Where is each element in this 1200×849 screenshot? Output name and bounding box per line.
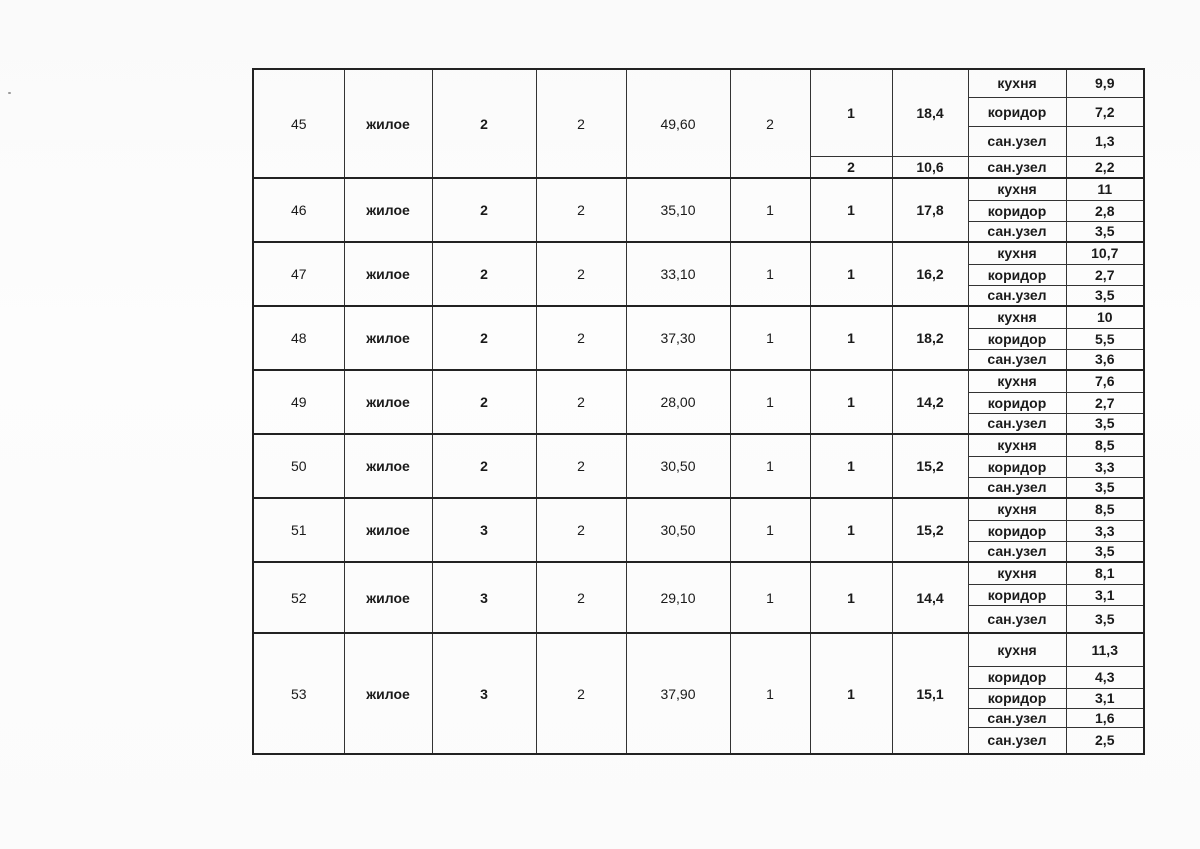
auxiliary-room-name-cell: кухня: [968, 434, 1066, 456]
table-row: [253, 306, 1144, 328]
auxiliary-room-area-cell: 3,5: [1066, 477, 1144, 498]
auxiliary-room-area-cell: 2,7: [1066, 392, 1144, 413]
total-area-cell: 49,60: [626, 69, 730, 178]
table-row: [253, 633, 1144, 666]
floor-cell: 2: [432, 242, 536, 306]
auxiliary-room-area-cell: 8,5: [1066, 434, 1144, 456]
living-room-number-cell: 1: [810, 633, 892, 754]
table-row: [253, 242, 1144, 264]
auxiliary-room-area-cell: 3,5: [1066, 541, 1144, 562]
auxiliary-room-name-cell: кухня: [968, 69, 1066, 97]
auxiliary-room-name-cell: коридор: [968, 520, 1066, 541]
premises-type-cell: жилое: [344, 242, 432, 306]
floor-cell: 2: [432, 69, 536, 178]
column-4-cell: 2: [536, 69, 626, 178]
auxiliary-room-area-cell: 10,7: [1066, 242, 1144, 264]
auxiliary-room-name-cell: коридор: [968, 666, 1066, 688]
total-area-cell: 30,50: [626, 498, 730, 562]
auxiliary-room-name-cell: сан.узел: [968, 477, 1066, 498]
living-room-number-cell: 1: [810, 242, 892, 306]
rooms-count-cell: 1: [730, 434, 810, 498]
living-room-number-cell: 1: [810, 178, 892, 242]
auxiliary-room-area-cell: 11: [1066, 178, 1144, 200]
living-room-area-cell: 14,2: [892, 370, 968, 434]
auxiliary-room-name-cell: сан.узел: [968, 541, 1066, 562]
auxiliary-room-name-cell: кухня: [968, 498, 1066, 520]
auxiliary-room-name-cell: кухня: [968, 633, 1066, 666]
total-area-cell: 37,30: [626, 306, 730, 370]
column-4-cell: 2: [536, 562, 626, 633]
total-area-cell: 29,10: [626, 562, 730, 633]
table-row: [253, 370, 1144, 392]
premises-type-cell: жилое: [344, 562, 432, 633]
premises-type-cell: жилое: [344, 434, 432, 498]
auxiliary-room-area-cell: 3,5: [1066, 285, 1144, 306]
floor-cell: 2: [432, 306, 536, 370]
auxiliary-room-area-cell: 1,6: [1066, 708, 1144, 727]
premises-type-cell: жилое: [344, 633, 432, 754]
auxiliary-room-area-cell: 3,3: [1066, 520, 1144, 541]
auxiliary-room-area-cell: 4,3: [1066, 666, 1144, 688]
auxiliary-room-area-cell: 2,7: [1066, 264, 1144, 285]
living-room-area-cell: 18,2: [892, 306, 968, 370]
table-row: [253, 498, 1144, 520]
apartment-number-cell: 48: [253, 306, 344, 370]
auxiliary-room-name-cell: сан.узел: [968, 727, 1066, 754]
living-room-number-cell: 1: [810, 434, 892, 498]
floor-cell: 2: [432, 178, 536, 242]
auxiliary-room-name-cell: коридор: [968, 688, 1066, 708]
living-room-area-cell: 15,1: [892, 633, 968, 754]
auxiliary-room-name-cell: сан.узел: [968, 156, 1066, 178]
auxiliary-room-area-cell: 3,3: [1066, 456, 1144, 477]
table-row: [253, 69, 1144, 97]
living-room-area-cell: 17,8: [892, 178, 968, 242]
total-area-cell: 30,50: [626, 434, 730, 498]
rooms-count-cell: 1: [730, 498, 810, 562]
column-4-cell: 2: [536, 370, 626, 434]
living-room-number-cell: 1: [810, 370, 892, 434]
rooms-count-cell: 1: [730, 178, 810, 242]
auxiliary-room-area-cell: 11,3: [1066, 633, 1144, 666]
table-row: [253, 178, 1144, 200]
auxiliary-room-area-cell: 9,9: [1066, 69, 1144, 97]
column-4-cell: 2: [536, 178, 626, 242]
premises-type-cell: жилое: [344, 370, 432, 434]
column-4-cell: 2: [536, 242, 626, 306]
table-row: [253, 434, 1144, 456]
auxiliary-room-area-cell: 10: [1066, 306, 1144, 328]
auxiliary-room-area-cell: 3,1: [1066, 584, 1144, 605]
living-room-area-cell: 14,4: [892, 562, 968, 633]
auxiliary-room-name-cell: кухня: [968, 370, 1066, 392]
auxiliary-room-area-cell: 3,5: [1066, 221, 1144, 242]
apartment-number-cell: 45: [253, 69, 344, 178]
auxiliary-room-area-cell: 5,5: [1066, 328, 1144, 349]
column-4-cell: 2: [536, 306, 626, 370]
living-room-area-cell: 15,2: [892, 498, 968, 562]
floor-cell: 2: [432, 370, 536, 434]
premises-type-cell: жилое: [344, 178, 432, 242]
premises-type-cell: жилое: [344, 498, 432, 562]
auxiliary-room-area-cell: 2,5: [1066, 727, 1144, 754]
auxiliary-room-name-cell: сан.узел: [968, 413, 1066, 434]
auxiliary-room-name-cell: кухня: [968, 306, 1066, 328]
living-room-number-cell: 1: [810, 306, 892, 370]
floor-cell: 3: [432, 633, 536, 754]
auxiliary-room-name-cell: сан.узел: [968, 221, 1066, 242]
total-area-cell: 33,10: [626, 242, 730, 306]
living-room-area-cell: 16,2: [892, 242, 968, 306]
apartment-number-cell: 46: [253, 178, 344, 242]
auxiliary-room-name-cell: сан.узел: [968, 349, 1066, 370]
apartment-number-cell: 51: [253, 498, 344, 562]
living-room-area-cell: 18,4: [892, 69, 968, 156]
apartment-number-cell: 53: [253, 633, 344, 754]
floor-cell: 3: [432, 562, 536, 633]
total-area-cell: 28,00: [626, 370, 730, 434]
auxiliary-room-area-cell: 3,5: [1066, 413, 1144, 434]
auxiliary-room-name-cell: сан.узел: [968, 605, 1066, 633]
auxiliary-room-name-cell: коридор: [968, 584, 1066, 605]
auxiliary-room-name-cell: кухня: [968, 178, 1066, 200]
table-body: [253, 69, 1144, 754]
auxiliary-room-area-cell: 3,5: [1066, 605, 1144, 633]
living-room-area-cell: 10,6: [892, 156, 968, 178]
rooms-count-cell: 2: [730, 69, 810, 178]
living-room-number-cell: 1: [810, 498, 892, 562]
column-4-cell: 2: [536, 434, 626, 498]
auxiliary-room-name-cell: кухня: [968, 562, 1066, 584]
rooms-count-cell: 1: [730, 633, 810, 754]
auxiliary-room-area-cell: 8,5: [1066, 498, 1144, 520]
premises-type-cell: жилое: [344, 69, 432, 178]
living-room-number-cell: 2: [810, 156, 892, 178]
auxiliary-room-area-cell: 1,3: [1066, 126, 1144, 156]
auxiliary-room-name-cell: коридор: [968, 328, 1066, 349]
auxiliary-room-name-cell: коридор: [968, 200, 1066, 221]
column-4-cell: 2: [536, 633, 626, 754]
auxiliary-room-area-cell: 3,1: [1066, 688, 1144, 708]
auxiliary-room-area-cell: 2,8: [1066, 200, 1144, 221]
auxiliary-room-name-cell: сан.узел: [968, 708, 1066, 727]
apartment-area-table: [252, 68, 1145, 755]
floor-cell: 2: [432, 434, 536, 498]
auxiliary-room-area-cell: 8,1: [1066, 562, 1144, 584]
living-room-number-cell: 1: [810, 562, 892, 633]
scan-speck: [8, 92, 11, 94]
apartment-number-cell: 52: [253, 562, 344, 633]
rooms-count-cell: 1: [730, 562, 810, 633]
rooms-count-cell: 1: [730, 242, 810, 306]
living-room-area-cell: 15,2: [892, 434, 968, 498]
auxiliary-room-name-cell: кухня: [968, 242, 1066, 264]
auxiliary-room-area-cell: 3,6: [1066, 349, 1144, 370]
total-area-cell: 35,10: [626, 178, 730, 242]
apartment-number-cell: 49: [253, 370, 344, 434]
rooms-count-cell: 1: [730, 306, 810, 370]
living-room-number-cell: 1: [810, 69, 892, 156]
auxiliary-room-name-cell: коридор: [968, 392, 1066, 413]
apartment-number-cell: 47: [253, 242, 344, 306]
total-area-cell: 37,90: [626, 633, 730, 754]
auxiliary-room-area-cell: 7,2: [1066, 97, 1144, 126]
rooms-count-cell: 1: [730, 370, 810, 434]
auxiliary-room-name-cell: коридор: [968, 264, 1066, 285]
auxiliary-room-area-cell: 2,2: [1066, 156, 1144, 178]
auxiliary-room-name-cell: сан.узел: [968, 285, 1066, 306]
column-4-cell: 2: [536, 498, 626, 562]
auxiliary-room-name-cell: сан.узел: [968, 126, 1066, 156]
auxiliary-room-name-cell: коридор: [968, 97, 1066, 126]
premises-type-cell: жилое: [344, 306, 432, 370]
auxiliary-room-name-cell: коридор: [968, 456, 1066, 477]
table-row: [253, 562, 1144, 584]
auxiliary-room-area-cell: 7,6: [1066, 370, 1144, 392]
apartment-number-cell: 50: [253, 434, 344, 498]
floor-cell: 3: [432, 498, 536, 562]
